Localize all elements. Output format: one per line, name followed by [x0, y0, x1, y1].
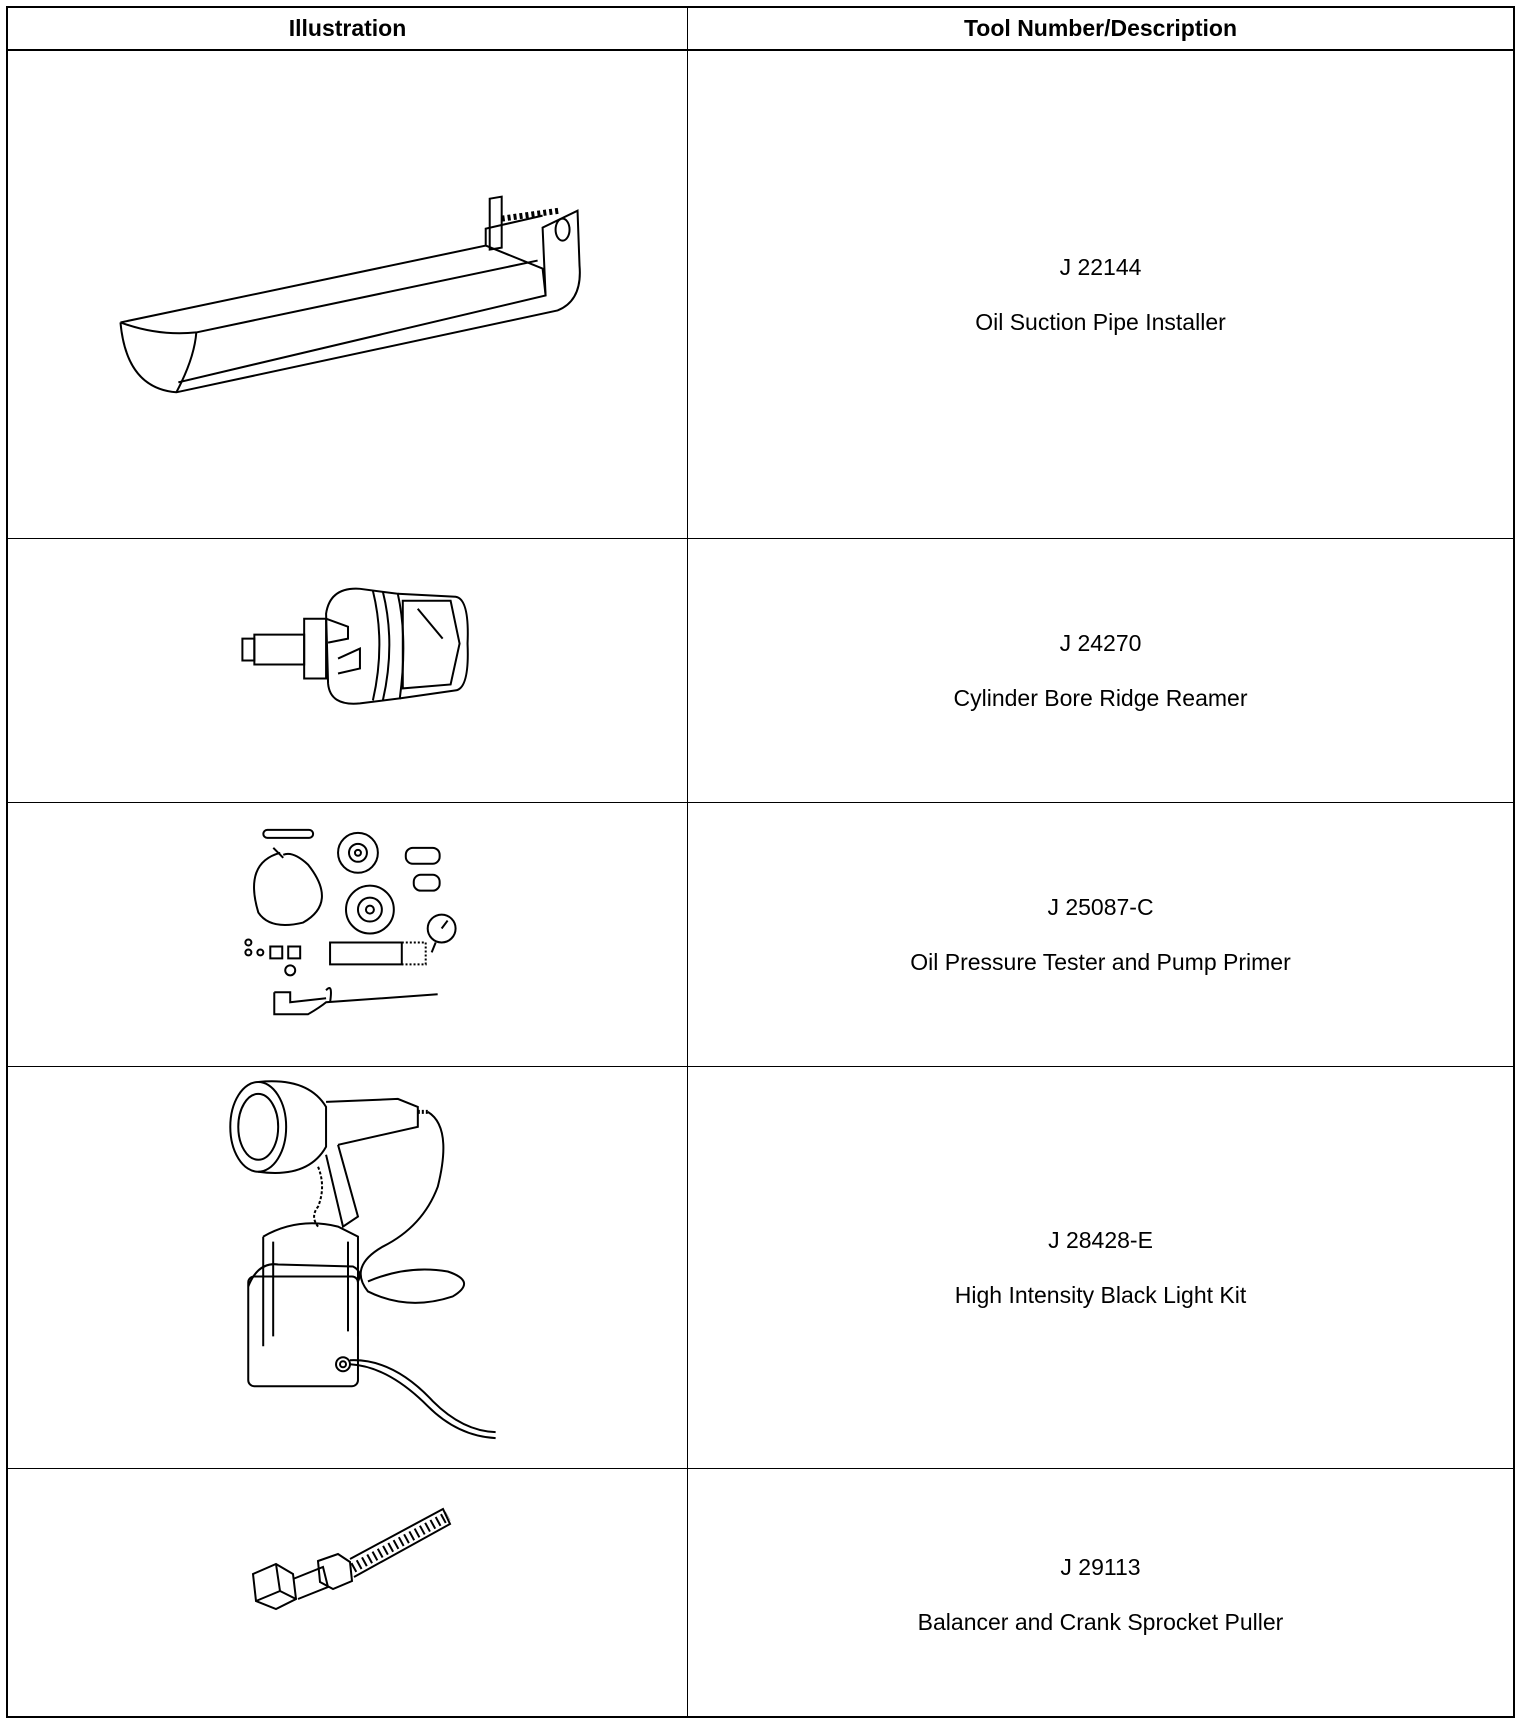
- oil-pressure-tester-illustration: [8, 803, 687, 1066]
- illustration-cell: [8, 1067, 687, 1468]
- puller-bolt-illustration: [8, 1469, 687, 1720]
- tool-description-cell: [688, 539, 1513, 802]
- illustration-cell: [8, 803, 687, 1066]
- illustration-cell: [8, 1469, 687, 1720]
- tool-description: Cylinder Bore Ridge Reamer: [953, 684, 1248, 711]
- tool-number: J 24270: [1059, 629, 1142, 656]
- tool-description-cell: [688, 1067, 1513, 1468]
- illustration-cell: [8, 539, 687, 802]
- ridge-reamer-illustration: [8, 539, 687, 802]
- tool-number: J 25087-C: [1047, 893, 1154, 920]
- table-row: [8, 51, 1513, 539]
- table-row: [8, 1067, 1513, 1469]
- tool-description-cell: [688, 803, 1513, 1066]
- tool-table: [6, 6, 1515, 1718]
- illustration-column-header: Illustration: [288, 15, 407, 41]
- table-row: [8, 803, 1513, 1067]
- tool-description: Oil Suction Pipe Installer: [975, 308, 1226, 335]
- table-header: [8, 8, 1513, 51]
- black-light-kit-illustration: [8, 1067, 687, 1468]
- tool-number: J 29113: [1060, 1553, 1141, 1580]
- tool-description-cell: [688, 1469, 1513, 1720]
- tool-description: Balancer and Crank Sprocket Puller: [917, 1608, 1284, 1635]
- tool-column-header: Tool Number/Description: [963, 15, 1238, 41]
- table-row: [8, 539, 1513, 803]
- tool-description: Oil Pressure Tester and Pump Primer: [910, 948, 1291, 975]
- illustration-cell: [8, 51, 687, 538]
- tool-number: J 28428-E: [1048, 1226, 1153, 1253]
- tool-number: J 22144: [1059, 253, 1142, 280]
- tool-description: High Intensity Black Light Kit: [954, 1281, 1247, 1308]
- oil-suction-pipe-installer-illustration: [8, 51, 687, 538]
- table-row: [8, 1469, 1513, 1720]
- tool-description-cell: [688, 51, 1513, 538]
